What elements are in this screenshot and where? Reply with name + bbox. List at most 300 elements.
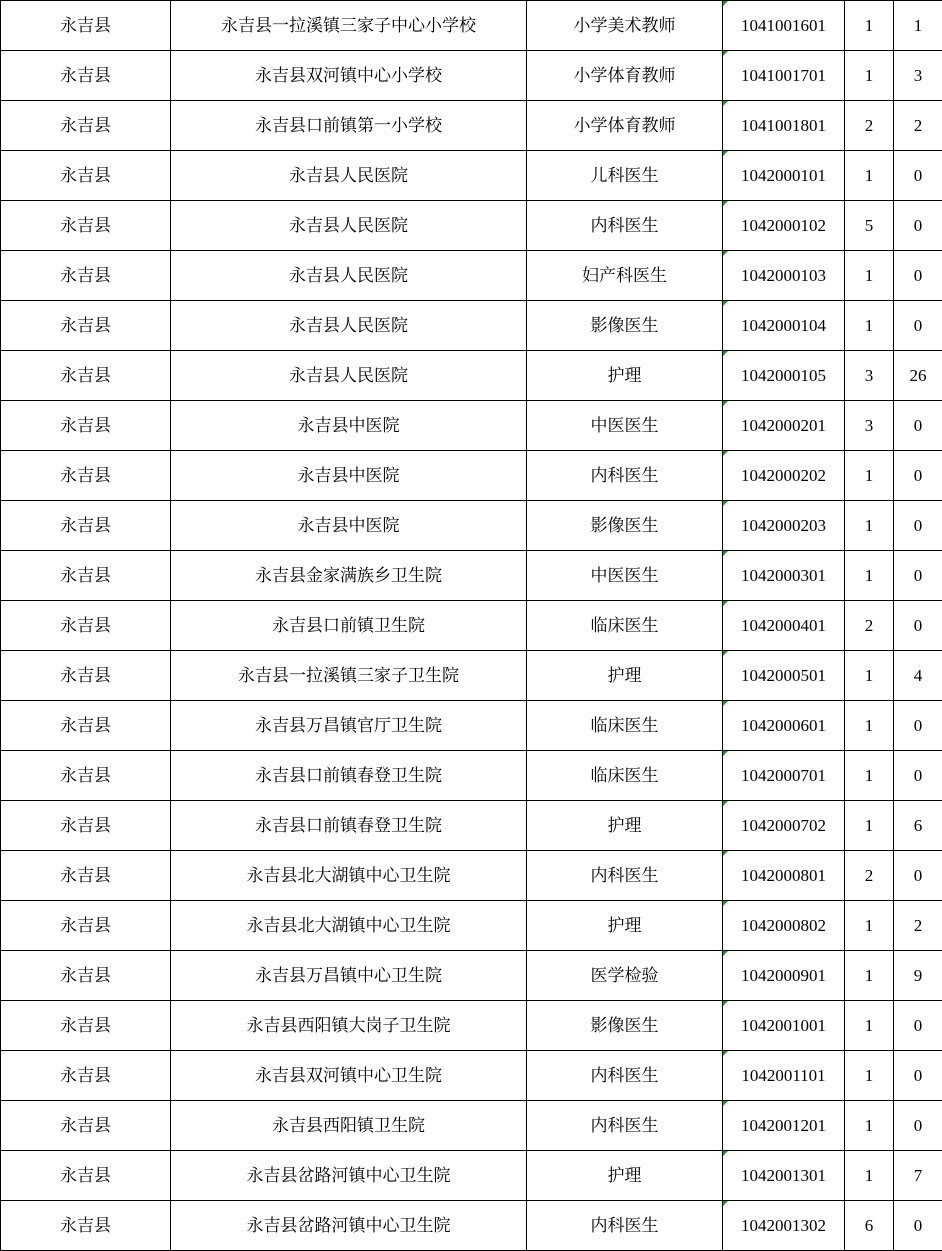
county-cell — [1, 651, 171, 701]
position-text: 内科医生 — [590, 1065, 659, 1086]
planned-count-text: 1 — [864, 565, 874, 585]
position-text: 影像医生 — [590, 1015, 659, 1036]
applicant-count-text: 0 — [913, 1065, 923, 1085]
county-text: 永吉县 — [60, 65, 111, 86]
applicant-count-cell — [894, 1, 942, 51]
county-text: 永吉县 — [60, 315, 111, 336]
position-cell — [527, 751, 723, 801]
position-code-cell — [723, 651, 845, 701]
applicant-count-text: 0 — [913, 1015, 923, 1035]
position-text: 临床医生 — [590, 765, 659, 786]
county-text: 永吉县 — [60, 265, 111, 286]
applicant-count-text: 0 — [913, 315, 923, 335]
table-row — [1, 651, 942, 701]
planned-count-cell — [845, 901, 894, 951]
position-cell — [527, 1201, 723, 1251]
applicant-count-text: 6 — [913, 815, 923, 835]
cell-marker-icon — [723, 401, 728, 406]
unit-text: 永吉县北大湖镇中心卫生院 — [246, 865, 451, 886]
position-text: 小学体育教师 — [573, 65, 676, 86]
county-text: 永吉县 — [60, 665, 111, 686]
unit-cell — [171, 551, 527, 601]
cell-marker-icon — [723, 351, 728, 356]
applicant-count-cell — [894, 1001, 942, 1051]
applicant-count-cell — [894, 301, 942, 351]
position-code-text: 1042000802 — [741, 915, 826, 935]
county-text: 永吉县 — [60, 1215, 111, 1236]
county-text: 永吉县 — [60, 365, 111, 386]
county-text: 永吉县 — [60, 1165, 111, 1186]
table-row — [1, 51, 942, 101]
position-code-text: 1041001601 — [741, 15, 826, 35]
unit-cell — [171, 1151, 527, 1201]
county-text: 永吉县 — [60, 415, 111, 436]
applicant-count-cell — [894, 551, 942, 601]
position-cell — [527, 951, 723, 1001]
position-code-cell — [723, 451, 845, 501]
applicant-count-text: 0 — [913, 765, 923, 785]
position-code-text: 1042000104 — [741, 315, 826, 335]
unit-cell — [171, 851, 527, 901]
planned-count-cell — [845, 101, 894, 151]
position-text: 内科医生 — [590, 215, 659, 236]
applicant-count-cell — [894, 801, 942, 851]
position-text: 内科医生 — [590, 865, 659, 886]
county-text: 永吉县 — [60, 715, 111, 736]
position-cell — [527, 1151, 723, 1201]
applicant-count-cell — [894, 351, 942, 401]
applicant-count-cell — [894, 851, 942, 901]
position-cell — [527, 801, 723, 851]
unit-cell — [171, 501, 527, 551]
county-cell — [1, 451, 171, 501]
table-row — [1, 1101, 942, 1151]
planned-count-text: 3 — [864, 415, 874, 435]
county-text: 永吉县 — [60, 965, 111, 986]
planned-count-cell — [845, 1, 894, 51]
position-code-cell — [723, 151, 845, 201]
position-text: 护理 — [607, 815, 642, 836]
cell-marker-icon — [723, 251, 728, 256]
position-cell — [527, 401, 723, 451]
planned-count-cell — [845, 551, 894, 601]
planned-count-text: 1 — [864, 965, 874, 985]
planned-count-text: 1 — [864, 65, 874, 85]
county-cell — [1, 251, 171, 301]
planned-count-cell — [845, 751, 894, 801]
unit-cell — [171, 301, 527, 351]
cell-marker-icon — [723, 1001, 728, 1006]
county-cell — [1, 701, 171, 751]
applicant-count-cell — [894, 501, 942, 551]
position-cell — [527, 1, 723, 51]
county-cell — [1, 1001, 171, 1051]
applicant-count-text: 0 — [913, 215, 923, 235]
position-text: 影像医生 — [590, 515, 659, 536]
county-cell — [1, 951, 171, 1001]
position-code-text: 1042001201 — [741, 1115, 826, 1135]
unit-text: 永吉县岔路河镇中心卫生院 — [246, 1215, 451, 1236]
position-cell — [527, 251, 723, 301]
position-code-text: 1041001801 — [741, 115, 826, 135]
position-code-cell — [723, 951, 845, 1001]
planned-count-text: 1 — [864, 1065, 874, 1085]
applicant-count-text: 7 — [913, 1165, 923, 1185]
position-cell — [527, 1101, 723, 1151]
applicant-count-cell — [894, 1051, 942, 1101]
position-text: 儿科医生 — [590, 165, 659, 186]
unit-cell — [171, 1, 527, 51]
cell-marker-icon — [723, 1101, 728, 1106]
planned-count-text: 2 — [864, 865, 874, 885]
unit-text: 永吉县口前镇春登卫生院 — [255, 815, 442, 836]
unit-text: 永吉县中医院 — [297, 415, 400, 436]
planned-count-text: 1 — [864, 315, 874, 335]
position-text: 中医医生 — [590, 565, 659, 586]
county-text: 永吉县 — [60, 115, 111, 136]
position-code-cell — [723, 551, 845, 601]
planned-count-text: 1 — [864, 1165, 874, 1185]
county-text: 永吉县 — [60, 15, 111, 36]
position-code-cell — [723, 401, 845, 451]
applicant-count-text: 0 — [913, 415, 923, 435]
position-code-cell — [723, 1151, 845, 1201]
planned-count-cell — [845, 651, 894, 701]
position-text: 小学美术教师 — [573, 15, 676, 36]
county-cell — [1, 51, 171, 101]
table-row — [1, 851, 942, 901]
county-text: 永吉县 — [60, 1065, 111, 1086]
cell-marker-icon — [723, 551, 728, 556]
position-code-text: 1042000501 — [741, 665, 826, 685]
applicant-count-cell — [894, 751, 942, 801]
position-code-cell — [723, 1101, 845, 1151]
table-row — [1, 1, 942, 51]
county-cell — [1, 1051, 171, 1101]
applicant-count-cell — [894, 1101, 942, 1151]
planned-count-text: 1 — [864, 665, 874, 685]
position-code-text: 1042001001 — [741, 1015, 826, 1035]
position-cell — [527, 51, 723, 101]
county-cell — [1, 801, 171, 851]
county-text: 永吉县 — [60, 465, 111, 486]
unit-cell — [171, 101, 527, 151]
table-body — [1, 1, 942, 1251]
applicant-count-text: 0 — [913, 515, 923, 535]
cell-marker-icon — [723, 201, 728, 206]
cell-marker-icon — [723, 701, 728, 706]
position-text: 护理 — [607, 1165, 642, 1186]
cell-marker-icon — [723, 301, 728, 306]
applicant-count-cell — [894, 901, 942, 951]
unit-text: 永吉县金家满族乡卫生院 — [255, 565, 442, 586]
position-cell — [527, 1051, 723, 1101]
unit-text: 永吉县人民医院 — [289, 365, 408, 386]
position-code-cell — [723, 1201, 845, 1251]
planned-count-cell — [845, 1201, 894, 1251]
position-code-text: 1042000105 — [741, 365, 826, 385]
table-row — [1, 501, 942, 551]
position-code-text: 1042000801 — [741, 865, 826, 885]
unit-text: 永吉县双河镇中心小学校 — [255, 65, 442, 86]
cell-marker-icon — [723, 1201, 728, 1206]
table-row — [1, 551, 942, 601]
applicant-count-text: 9 — [913, 965, 923, 985]
county-text: 永吉县 — [60, 765, 111, 786]
unit-text: 永吉县中医院 — [297, 515, 400, 536]
planned-count-text: 1 — [864, 715, 874, 735]
planned-count-cell — [845, 851, 894, 901]
county-cell — [1, 101, 171, 151]
unit-cell — [171, 751, 527, 801]
applicant-count-cell — [894, 101, 942, 151]
applicant-count-cell — [894, 701, 942, 751]
table-row — [1, 901, 942, 951]
county-text: 永吉县 — [60, 215, 111, 236]
applicant-count-cell — [894, 451, 942, 501]
county-cell — [1, 201, 171, 251]
unit-cell — [171, 51, 527, 101]
planned-count-cell — [845, 201, 894, 251]
position-code-cell — [723, 801, 845, 851]
planned-count-cell — [845, 1101, 894, 1151]
position-cell — [527, 1001, 723, 1051]
unit-text: 永吉县口前镇第一小学校 — [255, 115, 442, 136]
position-code-text: 1042000401 — [741, 615, 826, 635]
cell-marker-icon — [723, 851, 728, 856]
table-row — [1, 151, 942, 201]
county-cell — [1, 351, 171, 401]
planned-count-text: 1 — [864, 815, 874, 835]
unit-text: 永吉县口前镇卫生院 — [272, 615, 425, 636]
table-row — [1, 101, 942, 151]
unit-text: 永吉县万昌镇中心卫生院 — [255, 965, 442, 986]
table-row — [1, 751, 942, 801]
cell-marker-icon — [723, 451, 728, 456]
planned-count-text: 1 — [864, 765, 874, 785]
unit-text: 永吉县人民医院 — [289, 265, 408, 286]
table-row — [1, 1151, 942, 1201]
position-code-cell — [723, 51, 845, 101]
county-text: 永吉县 — [60, 865, 111, 886]
applicant-count-text: 2 — [913, 115, 923, 135]
planned-count-text: 1 — [864, 915, 874, 935]
unit-cell — [171, 801, 527, 851]
county-cell — [1, 751, 171, 801]
unit-text: 永吉县一拉溪镇三家子卫生院 — [238, 665, 459, 686]
applicant-count-text: 0 — [913, 615, 923, 635]
planned-count-cell — [845, 301, 894, 351]
table-row — [1, 351, 942, 401]
county-text: 永吉县 — [60, 165, 111, 186]
position-cell — [527, 351, 723, 401]
position-code-text: 1042000901 — [741, 965, 826, 985]
applicant-count-cell — [894, 1151, 942, 1201]
applicant-count-text: 0 — [913, 715, 923, 735]
applicant-count-cell — [894, 201, 942, 251]
position-code-text: 1042000201 — [741, 415, 826, 435]
position-code-text: 1042000601 — [741, 715, 826, 735]
position-code-cell — [723, 901, 845, 951]
applicant-count-text: 1 — [913, 15, 923, 35]
table-row — [1, 451, 942, 501]
position-code-text: 1042001101 — [741, 1065, 826, 1085]
unit-cell — [171, 401, 527, 451]
unit-text: 永吉县人民医院 — [289, 165, 408, 186]
county-text: 永吉县 — [60, 1015, 111, 1036]
position-cell — [527, 701, 723, 751]
applicant-count-cell — [894, 601, 942, 651]
position-cell — [527, 151, 723, 201]
unit-cell — [171, 151, 527, 201]
applicant-count-text: 4 — [913, 665, 923, 685]
position-cell — [527, 301, 723, 351]
planned-count-text: 1 — [864, 15, 874, 35]
planned-count-cell — [845, 1051, 894, 1101]
position-text: 中医医生 — [590, 415, 659, 436]
table-row — [1, 951, 942, 1001]
position-code-cell — [723, 1001, 845, 1051]
county-cell — [1, 1151, 171, 1201]
table-row — [1, 1051, 942, 1101]
applicant-count-text: 0 — [913, 1115, 923, 1135]
position-code-cell — [723, 1051, 845, 1101]
position-text: 护理 — [607, 665, 642, 686]
position-text: 临床医生 — [590, 615, 659, 636]
planned-count-cell — [845, 1001, 894, 1051]
unit-cell — [171, 1101, 527, 1151]
planned-count-text: 1 — [864, 465, 874, 485]
county-text: 永吉县 — [60, 515, 111, 536]
unit-cell — [171, 601, 527, 651]
position-code-cell — [723, 301, 845, 351]
position-cell — [527, 901, 723, 951]
table-row — [1, 201, 942, 251]
table-row — [1, 601, 942, 651]
position-cell — [527, 201, 723, 251]
unit-cell — [171, 351, 527, 401]
unit-cell — [171, 201, 527, 251]
position-code-text: 1042000101 — [741, 165, 826, 185]
applicant-count-text: 0 — [913, 565, 923, 585]
planned-count-text: 6 — [864, 1215, 874, 1235]
table-row — [1, 1201, 942, 1251]
applicant-count-cell — [894, 251, 942, 301]
table-row — [1, 701, 942, 751]
applicant-count-cell — [894, 51, 942, 101]
applicant-count-cell — [894, 1201, 942, 1251]
county-cell — [1, 1201, 171, 1251]
unit-cell — [171, 651, 527, 701]
unit-text: 永吉县万昌镇官厅卫生院 — [255, 715, 442, 736]
planned-count-cell — [845, 601, 894, 651]
planned-count-text: 2 — [864, 615, 874, 635]
county-cell — [1, 551, 171, 601]
position-text: 临床医生 — [590, 715, 659, 736]
table-row — [1, 401, 942, 451]
unit-cell — [171, 1201, 527, 1251]
cell-marker-icon — [723, 1051, 728, 1056]
unit-text: 永吉县西阳镇卫生院 — [272, 1115, 425, 1136]
planned-count-text: 1 — [864, 1115, 874, 1135]
unit-text: 永吉县人民医院 — [289, 315, 408, 336]
unit-cell — [171, 1001, 527, 1051]
planned-count-cell — [845, 951, 894, 1001]
position-code-text: 1042000301 — [741, 565, 826, 585]
position-code-text: 1042000103 — [741, 265, 826, 285]
county-text: 永吉县 — [60, 815, 111, 836]
planned-count-text: 5 — [864, 215, 874, 235]
planned-count-text: 1 — [864, 165, 874, 185]
position-cell — [527, 451, 723, 501]
position-code-cell — [723, 851, 845, 901]
cell-marker-icon — [723, 951, 728, 956]
unit-cell — [171, 1051, 527, 1101]
planned-count-cell — [845, 351, 894, 401]
position-text: 护理 — [607, 365, 642, 386]
cell-marker-icon — [723, 601, 728, 606]
position-cell — [527, 501, 723, 551]
county-cell — [1, 151, 171, 201]
unit-text: 永吉县中医院 — [297, 465, 400, 486]
planned-count-text: 1 — [864, 515, 874, 535]
position-code-text: 1042001301 — [741, 1165, 826, 1185]
planned-count-cell — [845, 451, 894, 501]
position-code-cell — [723, 1, 845, 51]
cell-marker-icon — [723, 651, 728, 656]
position-text: 小学体育教师 — [573, 115, 676, 136]
planned-count-cell — [845, 701, 894, 751]
table-row — [1, 801, 942, 851]
county-cell — [1, 401, 171, 451]
county-cell — [1, 901, 171, 951]
position-cell — [527, 601, 723, 651]
position-code-cell — [723, 251, 845, 301]
position-text: 影像医生 — [590, 315, 659, 336]
cell-marker-icon — [723, 51, 728, 56]
applicant-count-cell — [894, 401, 942, 451]
applicant-count-text: 3 — [913, 65, 923, 85]
applicant-count-cell — [894, 951, 942, 1001]
applicant-count-cell — [894, 151, 942, 201]
position-text: 内科医生 — [590, 1115, 659, 1136]
planned-count-cell — [845, 251, 894, 301]
unit-cell — [171, 701, 527, 751]
county-cell — [1, 301, 171, 351]
unit-text: 永吉县一拉溪镇三家子中心小学校 — [221, 15, 476, 36]
cell-marker-icon — [723, 1151, 728, 1156]
position-code-text: 1042000701 — [741, 765, 826, 785]
county-cell — [1, 851, 171, 901]
position-code-cell — [723, 601, 845, 651]
cell-marker-icon — [723, 901, 728, 906]
cell-marker-icon — [723, 751, 728, 756]
applicant-count-text: 0 — [913, 1215, 923, 1235]
county-cell — [1, 501, 171, 551]
table-row — [1, 1001, 942, 1051]
position-cell — [527, 851, 723, 901]
county-cell — [1, 1, 171, 51]
applicant-count-text: 2 — [913, 915, 923, 935]
unit-text: 永吉县口前镇春登卫生院 — [255, 765, 442, 786]
position-code-text: 1041001701 — [741, 65, 826, 85]
position-cell — [527, 651, 723, 701]
table-row — [1, 301, 942, 351]
unit-text: 永吉县岔路河镇中心卫生院 — [246, 1165, 451, 1186]
planned-count-text: 1 — [864, 1015, 874, 1035]
planned-count-cell — [845, 801, 894, 851]
unit-text: 永吉县西阳镇大岗子卫生院 — [246, 1015, 451, 1036]
